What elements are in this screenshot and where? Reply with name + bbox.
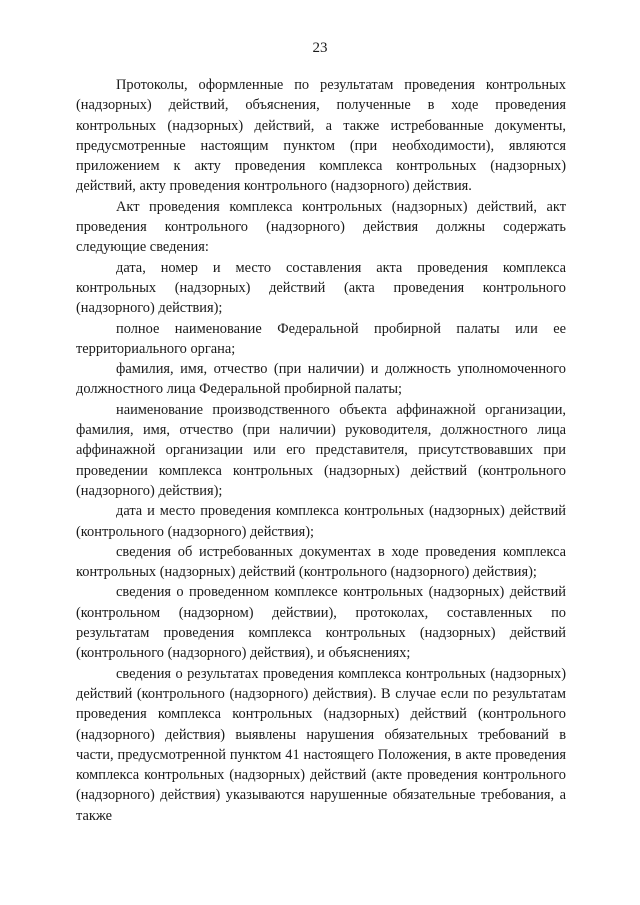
paragraph-act-contents-intro: Акт проведения комплекса контрольных (надзорных) действий, акт проведения контрольного (надзорного) действия должны содержать следующие сведения: [76, 198, 566, 256]
list-item-facility-and-representatives: наименование производственного объекта аффинажной организации, фамилия, имя, отчество (при наличии) руководителя, должностного лица аффинажной организации или его представителя, присутствовавших при проведении комплекса контрольных (надзорных) действий (контрольного (надзорного) действия); [76, 401, 566, 499]
list-item-official-name: фамилия, имя, отчество (при наличии) и должность уполномоченного должностного лица Федеральной пробирной палаты; [76, 361, 566, 398]
list-item-actions-protocols: сведения о проведенном комплексе контрольных (надзорных) действий (контрольном (надзорном) действии), протоколах, составленных по результатам проведения комплекса контрольных (надзорных) действий (контрольного (надзорного) действия), и объяснениях; [76, 584, 566, 662]
document-body [76, 75, 566, 826]
paragraph-attachments: Протоколы, оформленные по результатам проведения контрольных (надзорных) действий, объяснения, полученные в ходе проведения контрольных (надзорных) действий, а также истребованные документы, предусмотренные настоящим пунктом (при необходимости), являются приложением к акту проведения комплекса контрольных (надзорных) действий, акту проведения контрольного (надзорного) действия. [76, 77, 566, 195]
list-item-results: сведения о результатах проведения комплекса контрольных (надзорных) действий (контрольного (надзорного) действия). В случае если по результатам проведения комплекса контрольных (надзорных) действий (контрольного (надзорного) действия) выявлены нарушения обязательных требований в части, предусмотренной пунктом 41 настоящего Положения, в акте проведения комплекса контрольных (надзорных) действий (акте проведения контрольного (надзорного) действия) указываются нарушенные обязательные требования, а также [76, 665, 566, 824]
list-item-chamber-name: полное наименование Федеральной пробирной палаты или ее территориального органа; [76, 320, 566, 357]
list-item-date-place-of-actions: дата и место проведения комплекса контрольных (надзорных) действий (контрольного (надзорного) действия); [76, 503, 566, 540]
list-item-date-number-place: дата, номер и место составления акта проведения комплекса контрольных (надзорных) действий (акта проведения контрольного (надзорного) действия); [76, 259, 566, 317]
page-number: 23 [312, 40, 328, 56]
list-item-requested-documents: сведения об истребованных документах в ходе проведения комплекса контрольных (надзорных) действий (контрольного (надзорного) действия); [76, 543, 566, 581]
